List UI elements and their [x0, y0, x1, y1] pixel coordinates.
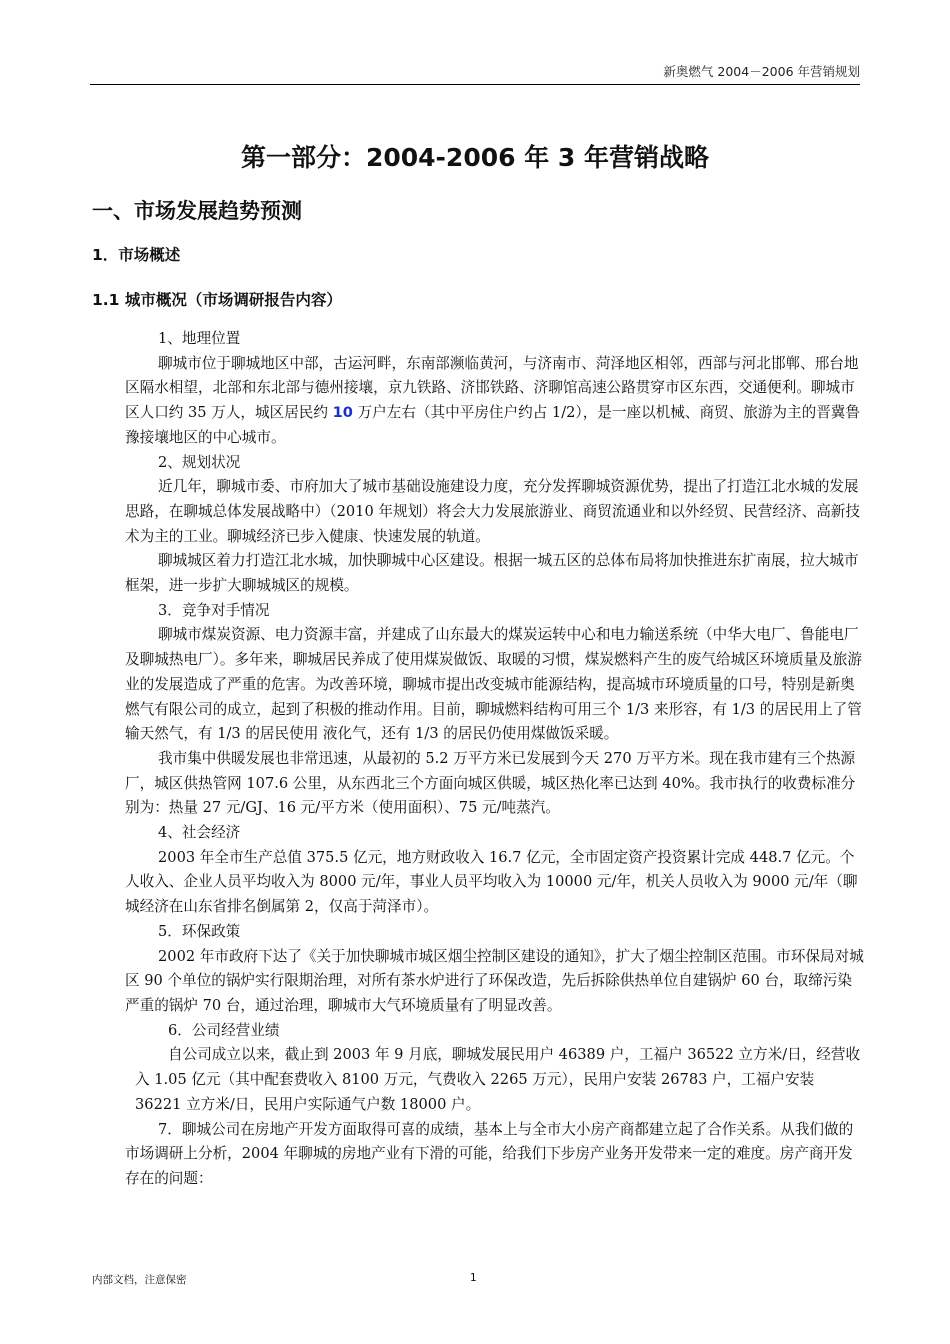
section-heading-market-overview: 1．市场概述	[92, 246, 181, 264]
footer-confidential-note: 内部文档，注意保密	[92, 1274, 187, 1286]
subsection-title: 6．公司经营业绩	[168, 1021, 280, 1039]
subsection-title: 4、社会经济	[158, 824, 241, 842]
paragraph: 聊城市位于聊城地区中部，古运河畔，东南部濒临黄河，与济南市、菏泽地区相邻，西部与河北邯郸、邢台地区隔水相望，北部和东北部与德州接壤，京九铁路、济邯铁路、济聊馆高速公路贯穿市区东西，交通便利。聊城市区人口约 35 万人，城区居民约 10 万户左右（其中平房住户约占 1/2），是一座以机械、商贸、旅游为主的晋冀鲁豫接壤地区的中心城市。	[125, 354, 860, 446]
page-title: 第一部分：2004-2006 年 3 年营销战略	[240, 143, 710, 172]
paragraph: 自公司成立以来，截止到 2003 年 9 月底，聊城发展民用户 46389 户，工福户 36522 立方米/日，经营收入 1.05 亿元（其中配套费收入 8100 万元，气费收入 2265 万元），民用户安装 26783 户，工福户安装 36221 立方米/日，民用户实际通气户数 18000 户。	[135, 1046, 861, 1113]
subsection-title: 1、地理位置	[158, 330, 241, 347]
document-body	[125, 327, 865, 1192]
paragraph: 近几年，聊城市委、市府加大了城市基础设施建设力度，充分发挥聊城资源优势，提出了打造江北水城的发展思路，在聊城总体发展战略中）（2010 年规划）将会大力发展旅游业、商贸流通业和以外经贸、民营经济、高新技术为主的工业。聊城经济已步入健康、快速发展的轨道。	[125, 478, 860, 545]
paragraph: 2002 年市政府下达了《关于加快聊城市城区烟尘控制区建设的通知》，扩大了烟尘控制区范围。市环保局对城区 90 个单位的锅炉实行限期治理，对所有茶水炉进行了环保改造，先后拆除供热单位自建锅炉 60 台，取缔污染严重的锅炉 70 台，通过治理，聊城市大气环境质量有了明显改善。	[125, 947, 864, 1014]
subsection-title: 2、规划状况	[158, 453, 241, 471]
section-heading-1: 一、市场发展趋势预测	[92, 199, 302, 223]
highlighted-number: 10	[332, 404, 353, 422]
paragraph: 我市集中供暖发展也非常迅速，从最初的 5.2 万平方米已发展到今天 270 万平方米。现在我市建有三个热源厂，城区供热管网 107.6 公里，从东西北三个方面向城区供暖，城区热化率已达到 40%。我市执行的收费标准分别为：热量 27 元/GJ、16 元/平方米（使用面积）、75 元/吨蒸汽。	[125, 749, 856, 817]
subsection-title: 3．竞争对手情况	[158, 601, 270, 619]
paragraph: 聊城市煤炭资源、电力资源丰富，并建成了山东最大的煤炭运转中心和电力输送系统（中华大电厂、鲁能电厂及聊城热电厂）。多年来，聊城居民养成了使用煤炭做饭、取暖的习惯，煤炭燃料产生的废气给城区环境质量及旅游业的发展造成了严重的危害。为改善环境，聊城市提出改变城市能源结构，提高城市环境质量的口号，特别是新奥燃气有限公司的成立，起到了积极的推动作用。目前，聊城燃料结构可用三个 1/3 来形容，有 1/3 的居民用上了管输天然气，有 1/3 的居民使用 液化气，还有 1/3 的居民仍使用煤做饭采暖。	[125, 626, 862, 743]
page-header	[90, 62, 860, 85]
paragraph: 7．聊城公司在房地产开发方面取得可喜的成绩，基本上与全市大小房产商都建立起了合作关系。从我们做的市场调研上分析，2004 年聊城的房地产业有下滑的可能，给我们下步房产业务开发带来一定的难度。房产商开发存在的问题：	[125, 1120, 854, 1187]
paragraph: 2003 年全市生产总值 375.5 亿元，地方财政收入 16.7 亿元，全市固定资产投资累计完成 448.7 亿元。个人收入、企业人员平均收入为 8000 元/年，事业人员平均收入为 10000 元/年，机关人员收入为 9000 元/年（聊城经济在山东省排名倒属第 2，仅高于菏泽市）。	[125, 848, 858, 916]
header-doc-title: 新奥燃气 2004－2006 年营销规划	[663, 64, 860, 79]
paragraph: 聊城城区着力打造江北水城，加快聊城中心区建设。根据一城五区的总体布局将加快推进东扩南展，拉大城市框架，进一步扩大聊城城区的规模。	[125, 552, 859, 595]
subsection-title: 5．环保政策	[158, 922, 241, 940]
page-number: 1	[470, 1272, 477, 1284]
section-heading-city-overview: 1.1 城市概况（市场调研报告内容）	[92, 291, 342, 309]
